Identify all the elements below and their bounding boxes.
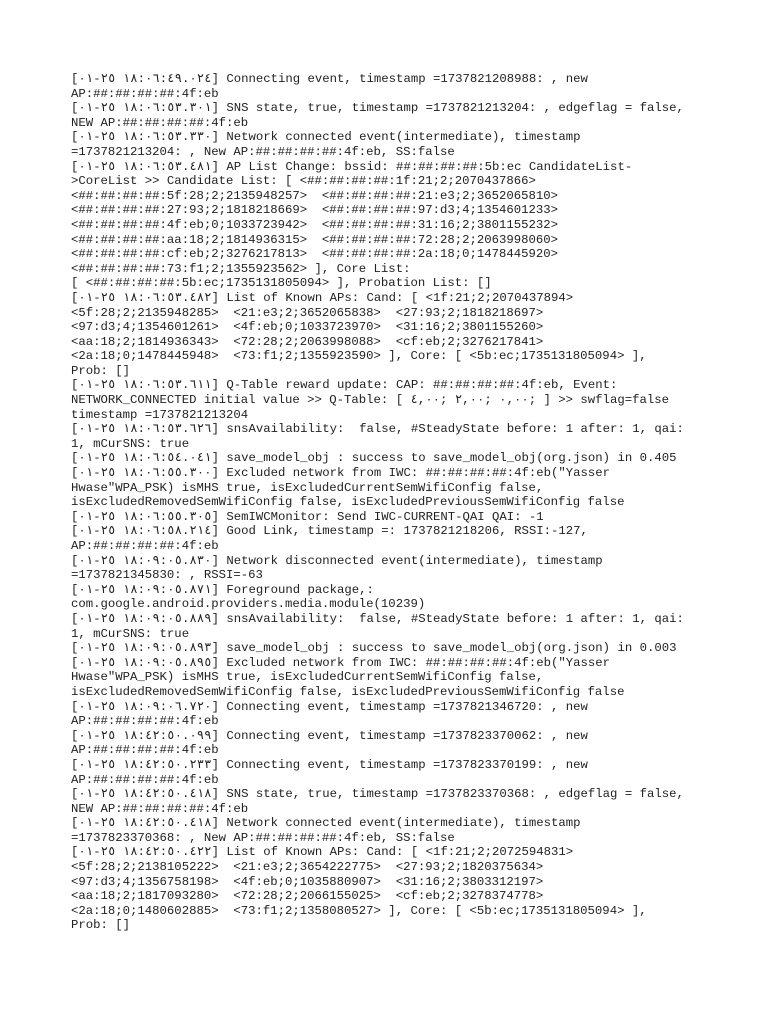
log-line: <97:d3;4;1354601261> <4f:eb;0;1033723970> <31:16;2;3801155260> bbox=[71, 320, 544, 335]
log-line: 1, mCurSNS: true bbox=[71, 436, 190, 451]
log-document bbox=[71, 72, 701, 933]
log-line: [١٨:٠٦:٥٥.٣٠٥ ٢٥-٠١] SemIWCMonitor: Send IWC-CURRENT-QAI QAI: -1 bbox=[71, 509, 544, 524]
log-line: [١٨:٠٦:٥٤.٠٤١ ٢٥-٠١] save_model_obj : success to save_model_obj(org.json) in 0.405 bbox=[71, 451, 677, 466]
log-line: AP:##:##:##:##:4f:eb bbox=[71, 772, 219, 787]
log-line: [ <##:##:##:##:5b:ec;1735131805094> ], Probation List: [] bbox=[71, 276, 492, 291]
log-line: [١٨:٠٦:٥٥.٣٠٠ ٢٥-٠١] Excluded network from IWC: ##:##:##:##:4f:eb("Yasser bbox=[71, 466, 611, 481]
log-line: timestamp =1737821213204 bbox=[71, 407, 249, 422]
log-line: Prob: [] bbox=[71, 918, 131, 933]
log-line: <2a:18;0;1478445948> <73:f1;2;1355923590> ], Core: [ <5b:ec;1735131805094> ], bbox=[71, 349, 647, 364]
log-line: NETWORK_CONNECTED initial value >> Q-Table: [ ٠,٠٠ ;٢,٠٠ ;٤,٠٠; ] >> swflag=false bbox=[71, 393, 669, 408]
log-line: [١٨:٠٦:٥٨.٢١٤ ٢٥-٠١] Good Link, timestamp =: 1737821218206, RSSI:-127, bbox=[71, 524, 588, 539]
log-line: [١٨:٠٦:٥٣.٣٠١ ٢٥-٠١] SNS state, true, timestamp =1737821213204: , edgeflag = false, bbox=[71, 101, 684, 116]
log-line: <##:##:##:##:5f:28;2;2135948257> <##:##:##:##:21:e3;2;3652065810> bbox=[71, 188, 559, 203]
log-line: =1737821213204: , New AP:##:##:##:##:4f:eb, SS:false bbox=[71, 144, 455, 159]
log-line: com.google.android.providers.media.module(10239) bbox=[71, 597, 426, 612]
log-line: isExcludedRemovedSemWifiConfig false, isExcludedPreviousSemWifiConfig false bbox=[71, 684, 625, 699]
log-line: [١٨:٤٢:٥٠.٤٢٢ ٢٥-٠١] List of Known APs: Cand: [ <1f:21;2;2072594831> bbox=[71, 845, 574, 860]
log-line: AP:##:##:##:##:4f:eb bbox=[71, 714, 219, 729]
log-line: [١٨:٠٩:٠٥.٨٩٣ ٢٥-٠١] save_model_obj : success to save_model_obj(org.json) in 0.003 bbox=[71, 641, 677, 656]
log-line: <2a:18;0;1480602885> <73:f1;2;1358080527> ], Core: [ <5b:ec;1735131805094> ], bbox=[71, 903, 647, 918]
log-line: =1737821345830: , RSSI=-63 bbox=[71, 568, 263, 583]
log-line: [١٨:٠٦:٥٣.٦٢٦ ٢٥-٠١] snsAvailability: false, #SteadyState before: 1 after: 1, qai: bbox=[71, 422, 684, 437]
log-line: <##:##:##:##:aa:18;2;1814936315> <##:##:##:##:72:28;2;2063998060> bbox=[71, 232, 559, 247]
log-line: <##:##:##:##:4f:eb;0;1033723942> <##:##:##:##:31:16;2;3801155232> bbox=[71, 217, 559, 232]
log-line: <aa:18;2;1817093280> <72:28;2;2066155025> <cf:eb;2;3278374778> bbox=[71, 889, 544, 904]
log-line: [١٨:٠٩:٠٥.٨٧١ ٢٥-٠١] Foreground package,: bbox=[71, 582, 374, 597]
log-line: <5f:28;2;2135948285> <21:e3;2;3652065838> <27:93;2;1818218697> bbox=[71, 305, 544, 320]
log-line: [١٨:٤٢:٥٠.٤١٨ ٢٥-٠١] Network connected event(intermediate), timestamp bbox=[71, 816, 581, 831]
log-line: [١٨:٤٢:٥٠.٤١٨ ٢٥-٠١] SNS state, true, timestamp =1737823370368: , edgeflag = false, bbox=[71, 787, 684, 802]
log-line: <5f:28;2;2138105222> <21:e3;2;3654222775> <27:93;2;1820375634> bbox=[71, 860, 544, 875]
log-line: [١٨:٤٢:٥٠.٠٩٩ ٢٥-٠١] Connecting event, timestamp =1737823370062: , new bbox=[71, 728, 588, 743]
log-line: >CoreList >> Candidate List: [ <##:##:##:##:1f:21;2;2070437866> bbox=[71, 174, 536, 189]
log-line: [١٨:٠٩:٠٥.٨٩٥ ٢٥-٠١] Excluded network from IWC: ##:##:##:##:4f:eb("Yasser bbox=[71, 655, 611, 670]
log-line: [١٨:٠٩:٠٥.٨٨٩ ٢٥-٠١] snsAvailability: false, #SteadyState before: 1 after: 1, qai: bbox=[71, 611, 684, 626]
log-line: [١٨:٠٦:٤٩.٠٢٤ ٢٥-٠١] Connecting event, timestamp =1737821208988: , new bbox=[71, 72, 588, 86]
log-line: [١٨:٠٦:٥٣.٤٨٢ ٢٥-٠١] List of Known APs: Cand: [ <1f:21;2;2070437894> bbox=[71, 290, 574, 305]
log-line: [١٨:٠٦:٥٣.٦١١ ٢٥-٠١] Q-Table reward update: CAP: ##:##:##:##:4f:eb, Event: bbox=[71, 378, 618, 393]
log-line: NEW AP:##:##:##:##:4f:eb bbox=[71, 801, 249, 816]
log-line: Hwase"WPA_PSK) isMHS true, isExcludedCurrentSemWifiConfig false, bbox=[71, 670, 544, 685]
log-line: [١٨:٠٩:٠٦.٧٢٠ ٢٥-٠١] Connecting event, timestamp =1737821346720: , new bbox=[71, 699, 588, 714]
log-line: AP:##:##:##:##:4f:eb bbox=[71, 86, 219, 101]
log-line: AP:##:##:##:##:4f:eb bbox=[71, 743, 219, 758]
log-line: isExcludedRemovedSemWifiConfig false, isExcludedPreviousSemWifiConfig false bbox=[71, 495, 625, 510]
log-line: AP:##:##:##:##:4f:eb bbox=[71, 539, 219, 553]
log-line: [١٨:٠٦:٥٣.٤٨١ ٢٥-٠١] AP List Change: bssid: ##:##:##:##:5b:ec CandidateList- bbox=[71, 159, 633, 174]
log-line: NEW AP:##:##:##:##:4f:eb bbox=[71, 115, 249, 130]
log-line: <##:##:##:##:cf:eb;2;3276217813> <##:##:##:##:2a:18;0;1478445920> bbox=[71, 247, 559, 262]
log-line: [١٨:٠٦:٥٣.٣٣٠ ٢٥-٠١] Network connected event(intermediate), timestamp bbox=[71, 130, 581, 145]
log-line: <97:d3;4;1356758198> <4f:eb;0;1035880907> <31:16;2;3803312197> bbox=[71, 874, 544, 889]
log-line: <##:##:##:##:27:93;2;1818218669> <##:##:##:##:97:d3;4;1354601233> bbox=[71, 203, 559, 218]
log-line: <aa:18;2;1814936343> <72:28;2;2063998088> <cf:eb;2;3276217841> bbox=[71, 334, 544, 349]
log-line: <##:##:##:##:73:f1;2;1355923562> ], Core List: bbox=[71, 261, 411, 276]
log-line: [١٨:٠٩:٠٥.٨٣٠ ٢٥-٠١] Network disconnected event(intermediate), timestamp bbox=[71, 553, 603, 568]
log-line: [١٨:٤٢:٥٠.٢٣٣ ٢٥-٠١] Connecting event, timestamp =1737823370199: , new bbox=[71, 757, 588, 772]
log-line: Prob: [] bbox=[71, 363, 131, 378]
log-line: 1, mCurSNS: true bbox=[71, 626, 190, 641]
log-line: Hwase"WPA_PSK) isMHS true, isExcludedCurrentSemWifiConfig false, bbox=[71, 480, 544, 495]
log-line: =1737823370368: , New AP:##:##:##:##:4f:eb, SS:false bbox=[71, 830, 455, 845]
